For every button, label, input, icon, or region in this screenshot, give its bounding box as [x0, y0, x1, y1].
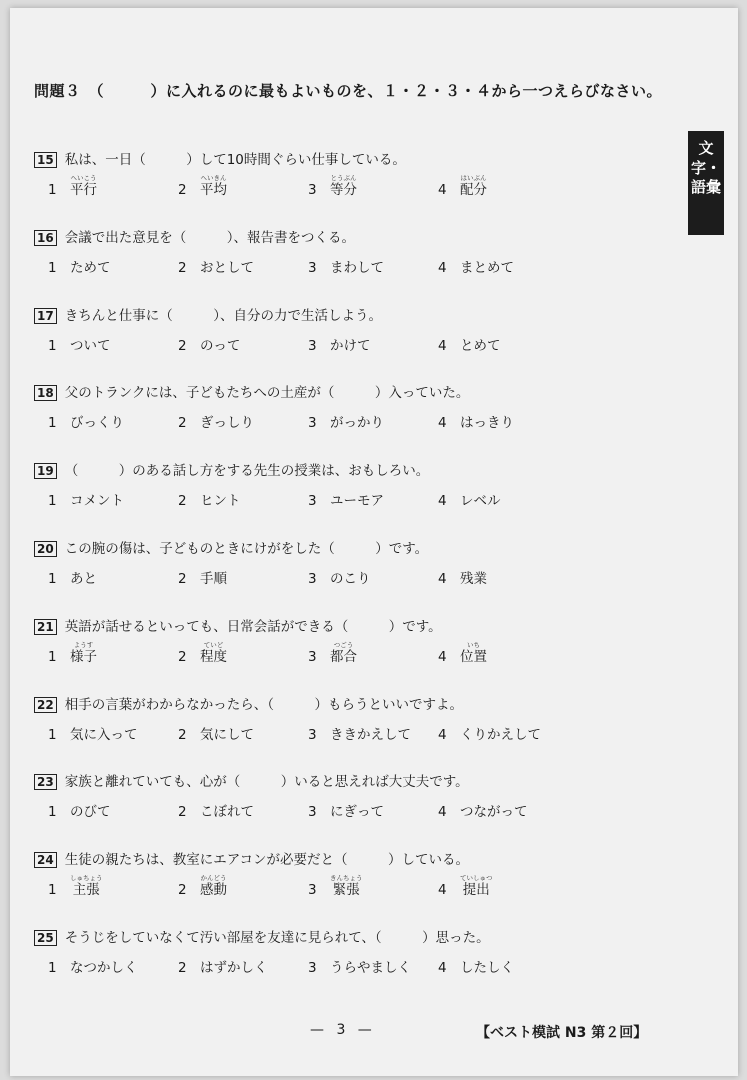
- option-number: 2: [178, 727, 187, 743]
- answer-option[interactable]: [438, 256, 568, 276]
- question-number: 23: [34, 774, 57, 790]
- option-number: 3: [308, 415, 317, 431]
- option-number: 4: [438, 182, 447, 198]
- answer-option[interactable]: [438, 334, 568, 354]
- page-number: — 3 —: [310, 1022, 376, 1038]
- answer-options: [48, 874, 694, 898]
- answer-option[interactable]: [48, 641, 178, 665]
- question-text: 父のトランクには、子どもたちへの土産が（ ）入っていた。: [64, 385, 470, 401]
- option-text: 位置: [460, 649, 487, 665]
- answer-option[interactable]: [438, 567, 568, 587]
- answer-option[interactable]: [438, 723, 568, 743]
- option-text: したしく: [460, 960, 514, 976]
- answer-option[interactable]: [438, 489, 568, 509]
- option-number: 3: [308, 649, 317, 665]
- section-tab-line-2: 語彙: [690, 178, 721, 196]
- answer-option[interactable]: [438, 411, 568, 431]
- question-text: 相手の言葉がわからなかったら、（ ）もらうといいですよ。: [64, 697, 463, 713]
- question-item: [34, 379, 694, 431]
- answer-option[interactable]: [308, 874, 438, 898]
- option-text: かけて: [330, 338, 371, 354]
- option-furigana: つごう: [333, 641, 354, 649]
- answer-options: [48, 796, 694, 820]
- answer-option[interactable]: [308, 800, 438, 820]
- answer-option[interactable]: [48, 800, 178, 820]
- option-number: 2: [178, 882, 187, 898]
- option-text: のこり: [330, 571, 371, 587]
- option-text: 感動: [200, 882, 227, 898]
- question-line: [34, 224, 694, 246]
- option-number: 4: [438, 649, 447, 665]
- answer-option[interactable]: [178, 874, 308, 898]
- option-number: 2: [178, 571, 187, 587]
- answer-options: [48, 641, 694, 665]
- option-text: ききかえして: [330, 727, 411, 743]
- answer-options: [48, 563, 694, 587]
- option-number: 3: [308, 960, 317, 976]
- option-text: ついて: [70, 338, 111, 354]
- answer-option[interactable]: [438, 641, 568, 665]
- option-text: ヒント: [200, 493, 241, 509]
- option-number: 3: [308, 804, 317, 820]
- option-text: 都合: [330, 649, 357, 665]
- option-text: くりかえして: [460, 727, 541, 743]
- option-furigana: へいきん: [200, 174, 227, 182]
- question-line: [34, 613, 694, 635]
- option-text: 気に入って: [70, 727, 138, 743]
- answer-option[interactable]: [48, 874, 178, 898]
- option-furigana: ていど: [203, 641, 224, 649]
- option-number: 4: [438, 882, 447, 898]
- answer-option[interactable]: [178, 489, 308, 509]
- option-furigana-group: [200, 874, 227, 898]
- option-number: 1: [48, 415, 57, 431]
- question-line: [34, 691, 694, 713]
- question-item: [34, 302, 694, 354]
- option-number: 1: [48, 804, 57, 820]
- option-number: 1: [48, 338, 57, 354]
- answer-option[interactable]: [48, 723, 178, 743]
- option-furigana-group: [200, 641, 227, 665]
- question-number: 21: [34, 619, 57, 635]
- option-text: うらやましく: [330, 960, 411, 976]
- option-text: 様子: [70, 649, 97, 665]
- answer-options: [48, 719, 694, 743]
- option-number: 1: [48, 493, 57, 509]
- page-footer: [0, 1022, 747, 1046]
- option-furigana: とうぶん: [330, 174, 357, 182]
- answer-option[interactable]: [438, 874, 568, 898]
- option-number: 2: [178, 649, 187, 665]
- question-line: [34, 379, 694, 401]
- question-item: [34, 146, 694, 198]
- question-line: [34, 846, 694, 868]
- section-tab-line-1: 文字・: [690, 139, 721, 177]
- question-number: 22: [34, 697, 57, 713]
- option-text: はっきり: [460, 415, 514, 431]
- question-item: [34, 846, 694, 898]
- option-text: 等分: [330, 182, 357, 198]
- question-text: 私は、一日（ ）して10時間ぐらい仕事している。: [64, 152, 406, 168]
- question-text: そうじをしていなくて汚い部屋を友達に見られて、（ ）思った。: [64, 930, 490, 946]
- question-number: 15: [34, 152, 57, 168]
- answer-option[interactable]: [178, 567, 308, 587]
- option-number: 1: [48, 182, 57, 198]
- answer-option[interactable]: [48, 956, 178, 976]
- answer-option[interactable]: [308, 489, 438, 509]
- option-text: びっくり: [70, 415, 124, 431]
- answer-option[interactable]: [48, 567, 178, 587]
- question-item: [34, 613, 694, 665]
- question-line: [34, 768, 694, 790]
- option-furigana: へいこう: [70, 174, 97, 182]
- option-number: 2: [178, 338, 187, 354]
- answer-options: [48, 407, 694, 431]
- answer-options: [48, 252, 694, 276]
- option-text: ぎっしり: [200, 415, 254, 431]
- option-number: 1: [48, 260, 57, 276]
- option-number: 2: [178, 182, 187, 198]
- question-line: [34, 924, 694, 946]
- answer-option[interactable]: [308, 641, 438, 665]
- question-text: 家族と離れていても、心が（ ）いると思えれば大丈夫です。: [64, 774, 469, 790]
- answer-options: [48, 174, 694, 198]
- option-number: 1: [48, 571, 57, 587]
- answer-option[interactable]: [48, 174, 178, 198]
- answer-option[interactable]: [178, 334, 308, 354]
- option-text: のって: [200, 338, 241, 354]
- answer-option[interactable]: [308, 567, 438, 587]
- answer-option[interactable]: [178, 641, 308, 665]
- option-text: コメント: [70, 493, 124, 509]
- option-text: 提出: [462, 882, 490, 898]
- answer-option[interactable]: [48, 334, 178, 354]
- option-text: 程度: [200, 649, 227, 665]
- answer-options: [48, 485, 694, 509]
- answer-option[interactable]: [178, 800, 308, 820]
- answer-option[interactable]: [178, 723, 308, 743]
- option-text: 残業: [460, 571, 487, 587]
- answer-option[interactable]: [438, 956, 568, 976]
- answer-option[interactable]: [48, 411, 178, 431]
- option-furigana-group: [70, 174, 97, 198]
- option-text: まわして: [330, 260, 384, 276]
- question-item: [34, 535, 694, 587]
- question-text: 生徒の親たちは、教室にエアコンが必要だと（ ）している。: [64, 852, 470, 868]
- question-text: 会議で出た意見を（ ）、報告書をつくる。: [64, 230, 355, 246]
- option-number: 4: [438, 493, 447, 509]
- option-furigana-group: [460, 874, 493, 898]
- question-text: （ ）のある話し方をする先生の授業は、おもしろい。: [64, 463, 430, 479]
- option-number: 1: [48, 727, 57, 743]
- answer-option[interactable]: [48, 256, 178, 276]
- question-text: 英語が話せるといっても、日常会話ができる（ ）です。: [64, 619, 442, 635]
- option-furigana-group: [460, 641, 487, 665]
- option-furigana-group: [330, 641, 357, 665]
- question-number: 20: [34, 541, 57, 557]
- question-number: 16: [34, 230, 57, 246]
- option-number: 2: [178, 960, 187, 976]
- question-item: [34, 924, 694, 976]
- option-text: 平均: [200, 182, 227, 198]
- question-item: [34, 768, 694, 820]
- option-furigana-group: [330, 874, 363, 898]
- answer-option[interactable]: [308, 334, 438, 354]
- question-line: [34, 457, 694, 479]
- answer-option[interactable]: [178, 174, 308, 198]
- answer-option[interactable]: [308, 956, 438, 976]
- option-text: レベル: [460, 493, 501, 509]
- option-number: 1: [48, 649, 57, 665]
- answer-option[interactable]: [438, 174, 568, 198]
- option-number: 3: [308, 571, 317, 587]
- answer-option[interactable]: [308, 174, 438, 198]
- question-number: 24: [34, 852, 57, 868]
- option-number: 4: [438, 415, 447, 431]
- option-furigana-group: [70, 641, 97, 665]
- option-text: こぼれて: [200, 804, 254, 820]
- option-furigana: はいぶん: [460, 174, 487, 182]
- section-title: 問題３ （ ）に入れるのに最もよいものを、１・２・３・４から一つえらびなさい。: [34, 82, 663, 100]
- option-text: はずかしく: [200, 960, 268, 976]
- option-number: 4: [438, 960, 447, 976]
- question-number: 25: [34, 930, 57, 946]
- option-number: 3: [308, 727, 317, 743]
- option-text: おとして: [200, 260, 254, 276]
- option-furigana-group: [200, 174, 227, 198]
- question-number: 19: [34, 463, 57, 479]
- option-number: 3: [308, 882, 317, 898]
- option-number: 4: [438, 727, 447, 743]
- answer-option[interactable]: [308, 256, 438, 276]
- question-item: [34, 457, 694, 509]
- option-text: ためて: [70, 260, 111, 276]
- option-furigana: いち: [467, 641, 480, 649]
- option-text: 緊張: [332, 882, 360, 898]
- option-furigana: きんちょう: [330, 874, 363, 882]
- answer-option[interactable]: [178, 256, 308, 276]
- answer-option[interactable]: [308, 411, 438, 431]
- question-item: [34, 691, 694, 743]
- question-number: 17: [34, 308, 57, 324]
- option-text: つながって: [460, 804, 528, 820]
- question-number: 18: [34, 385, 57, 401]
- option-text: 気にして: [200, 727, 254, 743]
- option-text: まとめて: [460, 260, 514, 276]
- option-number: 1: [48, 882, 57, 898]
- option-furigana: しゅちょう: [70, 874, 103, 882]
- option-number: 3: [308, 493, 317, 509]
- option-number: 3: [308, 182, 317, 198]
- option-text: にぎって: [330, 804, 384, 820]
- option-text: 主張: [72, 882, 100, 898]
- answer-option[interactable]: [308, 723, 438, 743]
- option-number: 4: [438, 571, 447, 587]
- question-text: きちんと仕事に（ ）、自分の力で生活しよう。: [64, 308, 382, 324]
- question-line: [34, 302, 694, 324]
- answer-option[interactable]: [178, 411, 308, 431]
- option-furigana: かんどう: [200, 874, 227, 882]
- option-number: 4: [438, 338, 447, 354]
- option-furigana: ようす: [73, 641, 94, 649]
- option-number: 4: [438, 804, 447, 820]
- option-furigana-group: [460, 174, 487, 198]
- option-furigana-group: [330, 174, 357, 198]
- option-text: なつかしく: [70, 960, 138, 976]
- option-number: 4: [438, 260, 447, 276]
- option-number: 2: [178, 260, 187, 276]
- option-number: 2: [178, 804, 187, 820]
- question-line: [34, 146, 694, 168]
- answer-options: [48, 952, 694, 976]
- option-number: 1: [48, 960, 57, 976]
- book-label: 【ベスト模試 N3 第２回】: [476, 1025, 648, 1041]
- option-text: のびて: [70, 804, 111, 820]
- option-text: 平行: [70, 182, 97, 198]
- question-item: [34, 224, 694, 276]
- option-number: 3: [308, 338, 317, 354]
- question-line: [34, 535, 694, 557]
- option-number: 2: [178, 493, 187, 509]
- option-number: 2: [178, 415, 187, 431]
- option-furigana-group: [70, 874, 103, 898]
- answer-option[interactable]: [48, 489, 178, 509]
- answer-option[interactable]: [178, 956, 308, 976]
- question-text: この腕の傷は、子どものときにけがをした（ ）です。: [64, 541, 429, 557]
- option-text: とめて: [460, 338, 501, 354]
- option-text: あと: [70, 571, 97, 587]
- option-text: ユーモア: [330, 493, 384, 509]
- option-text: 配分: [460, 182, 487, 198]
- option-furigana: ていしゅつ: [460, 874, 493, 882]
- option-text: がっかり: [330, 415, 384, 431]
- option-text: 手順: [200, 571, 227, 587]
- answer-option[interactable]: [438, 800, 568, 820]
- answer-options: [48, 330, 694, 354]
- option-number: 3: [308, 260, 317, 276]
